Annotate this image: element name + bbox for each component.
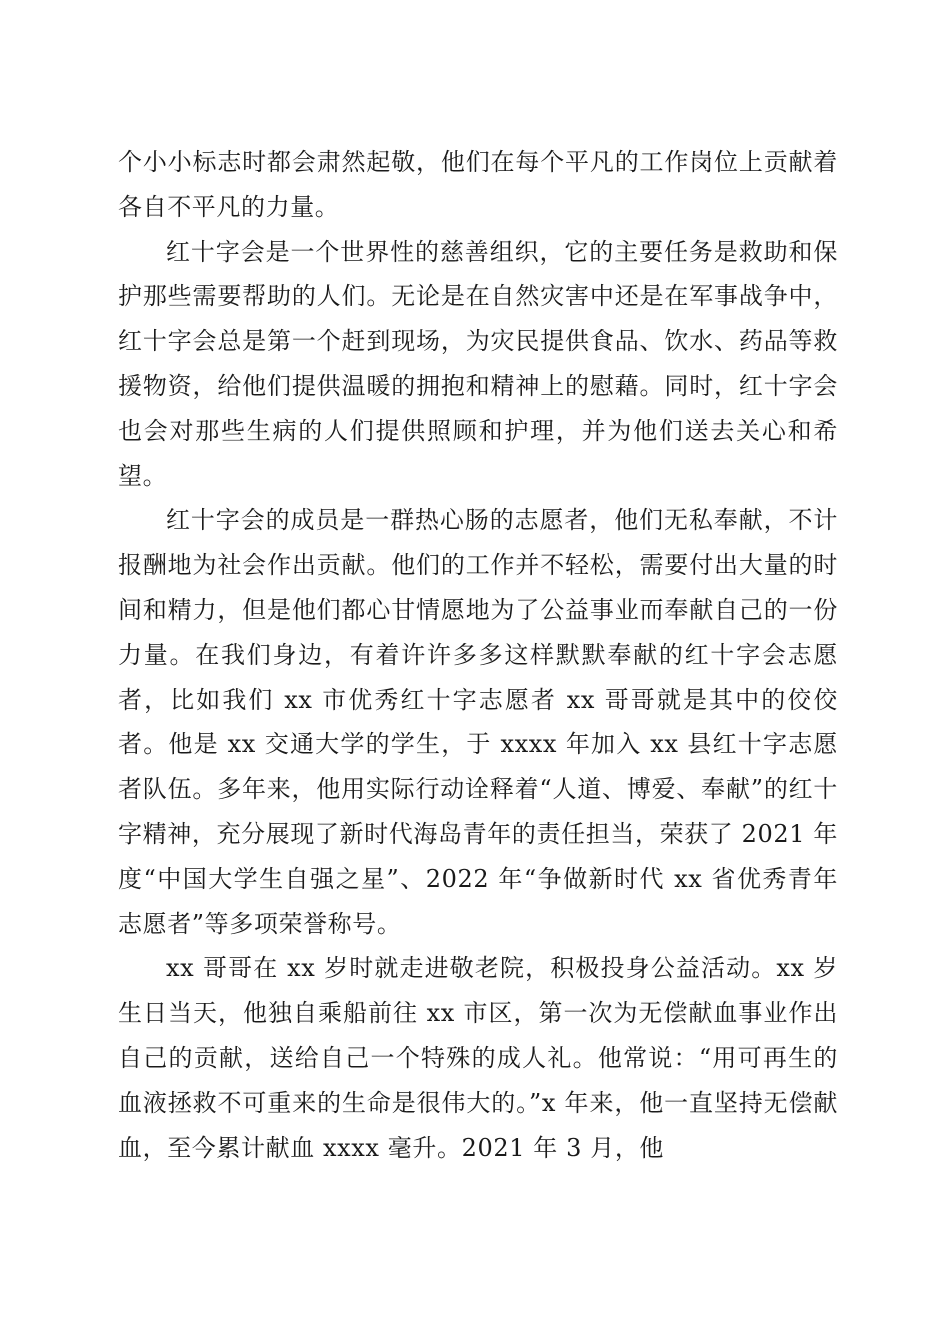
paragraph-blood-donation: xx 哥哥在 xx 岁时就走进敬老院，积极投身公益活动。xx 岁生日当天，他独自乘船前往 xx 市区，第一次为无偿献血事业作出自己的贡献，送给自己一个特殊的成人礼。他常说：“用可再生的血液拯救不可重来的生命是很伟大的。”x 年来，他一直坚持无偿献血，至今累计献血 xxxx 毫升。2021 年 3 月，他 <box>118 954 838 1162</box>
document-body <box>118 140 838 1170</box>
paragraph-volunteers: 红十字会的成员是一群热心肠的志愿者，他们无私奉献，不计报酬地为社会作出贡献。他们的工作并不轻松，需要付出大量的时间和精力，但是他们都心甘情愿地为了公益事业而奉献自己的一份力量。在我们身边，有着许许多多这样默默奉献的红十字会志愿者，比如我们 xx 市优秀红十字志愿者 xx 哥哥就是其中的佼佼者。他是 xx 交通大学的学生，于 xxxx 年加入 xx 县红十字志愿者队伍。多年来，他用实际行动诠释着“人道、博爱、奉献”的红十字精神，充分展现了新时代海岛青年的责任担当，荣获了 2021 年度“中国大学生自强之星”、2022 年“争做新时代 xx 省优秀青年志愿者”等多项荣誉称号。 <box>118 506 838 938</box>
paragraph-red-cross-mission: 红十字会是一个世界性的慈善组织，它的主要任务是救助和保护那些需要帮助的人们。无论是在自然灾害中还是在军事战争中，红十字会总是第一个赶到现场，为灾民提供食品、饮水、药品等救援物资，给他们提供温暖的拥抱和精神上的慰藉。同时，红十字会也会对那些生病的人们提供照顾和护理，并为他们送去关心和希望。 <box>118 237 838 490</box>
paragraph-continuation: 个小小标志时都会肃然起敬，他们在每个平凡的工作岗位上贡献着各自不平凡的力量。 <box>118 148 838 221</box>
